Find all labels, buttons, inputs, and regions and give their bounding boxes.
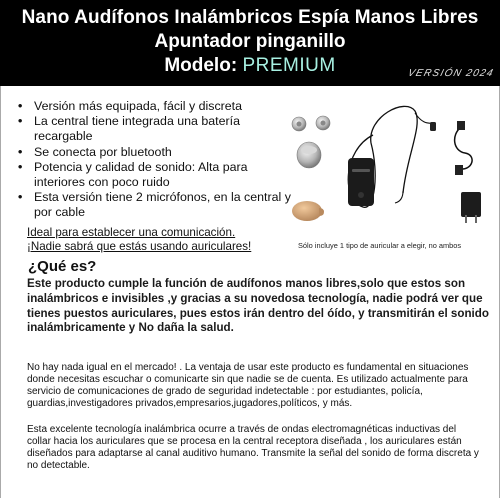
version-badge: VERSIÓN 2024 [406, 68, 496, 79]
skin-earpiece-icon [292, 201, 324, 221]
feature-item: • Esta versión tiene 2 micrófonos, en la central y por cable [18, 190, 293, 220]
left-border [0, 86, 1, 498]
image-caption: Sólo incluye 1 tipo de auricular a elegir, no ambos [298, 241, 462, 250]
section-heading: ¿Qué es? [28, 258, 97, 275]
ideal-text [27, 226, 251, 254]
technology-paragraph: Esta excelente tecnología inalámbrica ocurre a través de ondas electromagnéticas inductivas del collar hacia los auriculares que se procesa en la central receptora diseñada , los auriculares están diseñados para adaptarse al canal auditivo humano. Transmite la señal del sonido de forma discreta y no detectable. [27, 424, 479, 471]
title-line-2: Apuntador pinganillo [154, 31, 346, 52]
receiver-icon [348, 158, 374, 206]
charger-icon [461, 192, 481, 223]
header-banner [0, 0, 500, 86]
earpiece-icon [297, 142, 321, 168]
microphone-clip-icon [430, 122, 436, 131]
usb-cable-icon [455, 121, 473, 175]
advantages-paragraph: No hay nada igual en el mercado! . La ventaja de usar este producto es fundamental en situaciones donde necesitas escuchar o comunicarte sin que nadie se de cuenta. Es utilizado actualmente para servicio de comunicaciones de grado de seguridad indetectable : por estudiantes, policía, guardias,investigadores privados,empresarios,jugadores,políticos, y más. [27, 362, 469, 409]
description-paragraph: Este producto cumple la función de audífonos manos libres,solo que estos son inalámbricos e invisibles ,y gracias a su novedosa tecnología, nadie podrá ver que tienes puestos auriculares, pues estos irán dentro del óído, y transmitirán el sonido inalámbricamente y No daña la salud. [27, 277, 489, 335]
feature-item: • Se conecta por bluetooth [18, 145, 293, 160]
ideal-line-2: ¡Nadie sabrá que estás usando auriculares! [27, 240, 252, 253]
feature-item: • Versión más equipada, fácil y discreta [18, 99, 293, 114]
feature-item: • La central tiene integrada una batería recargable [18, 114, 293, 144]
model-label: Modelo: [164, 55, 243, 76]
mini-earpiece-icon [292, 117, 306, 131]
feature-list [18, 99, 293, 221]
feature-item: • Potencia y calidad de sonido: Alta para interiores con poco ruido [18, 160, 293, 190]
mini-earpiece-icon [316, 116, 330, 130]
model-name: PREMIUM [242, 55, 336, 76]
title-line-1: Nano Audífonos Inalámbricos Espía Manos Libres [21, 7, 479, 28]
product-image [275, 95, 500, 240]
ideal-line-1: Ideal para establecer una comunicación. [27, 226, 236, 239]
